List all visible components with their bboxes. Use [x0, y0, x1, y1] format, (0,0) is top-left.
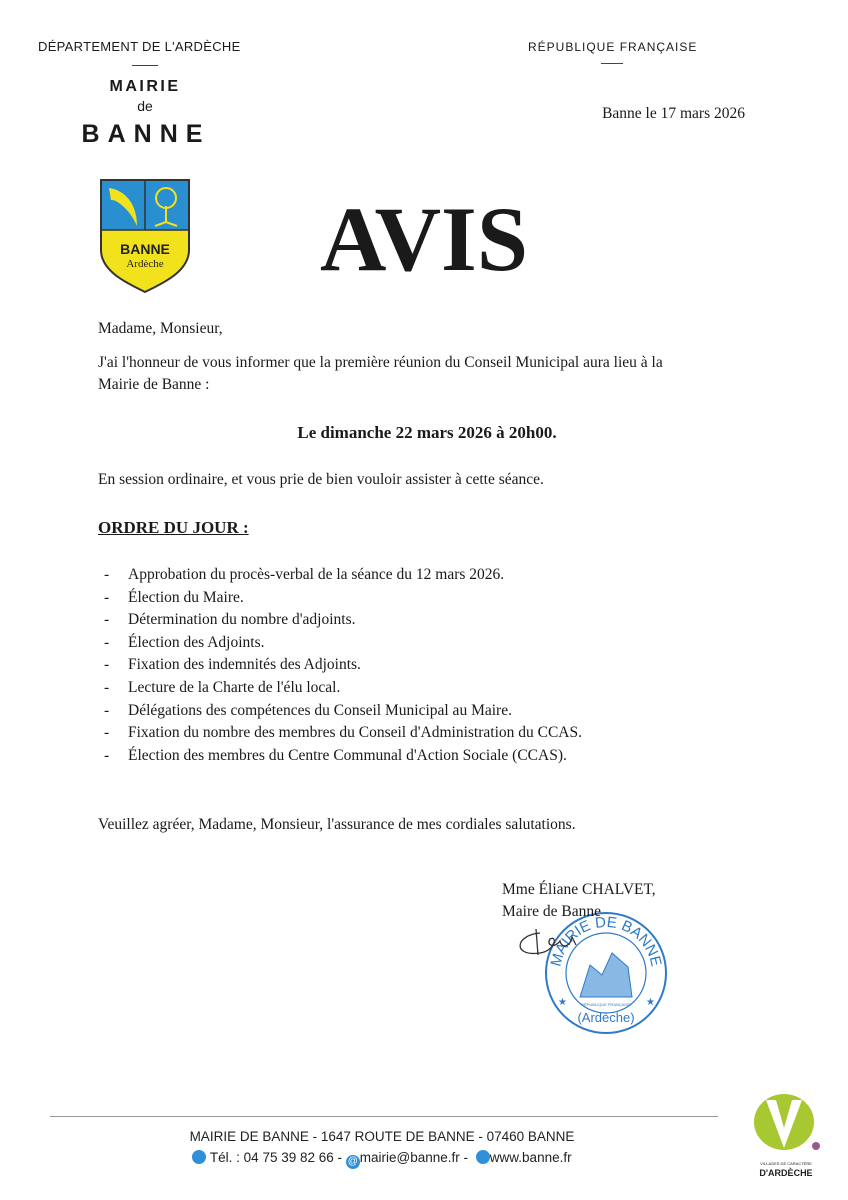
agenda-item — [104, 634, 264, 652]
agenda-item-text: Fixation des indemnités des Adjoints. — [128, 656, 361, 674]
agenda-item-text: Lecture de la Charte de l'élu local. — [128, 679, 341, 696]
bullet-dash: - — [104, 566, 110, 583]
session-text: En session ordinaire, et vous prie de bien vouloir assister à cette séance. — [98, 471, 544, 488]
agenda-item-text: Détermination du nombre d'adjoints. — [128, 611, 356, 629]
handwritten-signature — [510, 925, 590, 965]
department-label: DÉPARTEMENT DE L'ARDÈCHE — [38, 39, 241, 54]
divider — [601, 63, 623, 64]
salutation: Madame, Monsieur, — [98, 320, 223, 337]
agenda-item-text: Élection des membres du Centre Communal d'Action Sociale (CCAS). — [128, 746, 567, 764]
villages-de-caractere-logo — [752, 1094, 824, 1184]
agenda-item-text: Délégations des compétences du Conseil Municipal au Maire. — [128, 701, 512, 719]
de-label: de — [137, 98, 153, 114]
agenda-item — [104, 747, 567, 765]
bullet-dash: - — [104, 633, 110, 651]
bullet-dash: - — [104, 611, 110, 629]
footer-phone: Tél. : 04 75 39 82 66 - — [209, 1150, 343, 1165]
agenda-title: ORDRE DU JOUR : — [98, 518, 249, 537]
signatory-name: Mme Éliane CHALVET, — [502, 881, 656, 898]
bullet-dash: - — [104, 701, 110, 719]
agenda-item — [104, 724, 582, 742]
svg-text:RÉPUBLIQUE FRANÇAISE: RÉPUBLIQUE FRANÇAISE — [581, 1002, 631, 1007]
email-icon: @ — [347, 1156, 358, 1167]
signatory-role: Maire de Banne — [502, 903, 601, 920]
town-label: BANNE — [81, 120, 211, 148]
notice-title: AVIS — [320, 188, 528, 290]
agenda-item — [104, 611, 356, 629]
svg-text:BANNE: BANNE — [120, 241, 170, 257]
republic-label: RÉPUBLIQUE FRANÇAISE — [528, 40, 698, 54]
globe-icon — [476, 1150, 490, 1164]
bullet-dash: - — [104, 724, 110, 742]
bullet-dash: - — [104, 656, 110, 674]
agenda-item-text: Élection des Adjoints. — [128, 633, 265, 651]
divider — [132, 65, 158, 66]
intro-line-2: Mairie de Banne : — [98, 376, 210, 393]
footer-website[interactable]: www.banne.fr — [489, 1150, 572, 1165]
svg-text:Ardèche: Ardèche — [126, 258, 164, 270]
meeting-date: Le dimanche 22 mars 2026 à 20h00. — [297, 423, 557, 442]
agenda-item — [104, 702, 512, 720]
bullet-dash: - — [104, 746, 110, 764]
bullet-dash: - — [104, 588, 110, 606]
closing-text: Veuillez agréer, Madame, Monsieur, l'assurance de mes cordiales salutations. — [98, 816, 576, 833]
footer-email[interactable]: mairie@banne.fr - — [359, 1150, 469, 1165]
agenda-item-text: Approbation du procès-verbal de la séance du 12 mars 2026. — [128, 566, 505, 583]
svg-text:★: ★ — [646, 997, 655, 1008]
intro-line-1: J'ai l'honneur de vous informer que la première réunion du Conseil Municipal aura lieu à la — [98, 354, 663, 371]
agenda-item-text: Élection du Maire. — [128, 588, 244, 606]
svg-text:VILLAGES DE CARACTÈRE: VILLAGES DE CARACTÈRE — [760, 1161, 812, 1166]
svg-text:(Ardèche): (Ardèche) — [577, 1010, 635, 1025]
agenda-item — [104, 656, 361, 674]
agenda-item-text: Fixation du nombre des membres du Conseil d'Administration du CCAS. — [128, 724, 582, 742]
agenda-item — [104, 566, 504, 584]
svg-text:MAIRIE DE BANNE: MAIRIE DE BANNE — [547, 913, 665, 969]
phone-icon — [192, 1150, 206, 1164]
svg-text:D'ARDÈCHE: D'ARDÈCHE — [759, 1168, 813, 1178]
bullet-dash: - — [104, 679, 110, 696]
mairie-label: MAIRIE — [109, 78, 181, 95]
agenda-item — [104, 679, 340, 697]
footer-divider — [50, 1116, 718, 1117]
svg-text:★: ★ — [558, 997, 567, 1008]
letter-date: Banne le 17 mars 2026 — [602, 105, 745, 122]
footer-contact — [0, 1150, 764, 1169]
footer-address: MAIRIE DE BANNE - 1647 ROUTE DE BANNE - 07460 BANNE — [189, 1129, 575, 1144]
agenda-item — [104, 589, 244, 607]
